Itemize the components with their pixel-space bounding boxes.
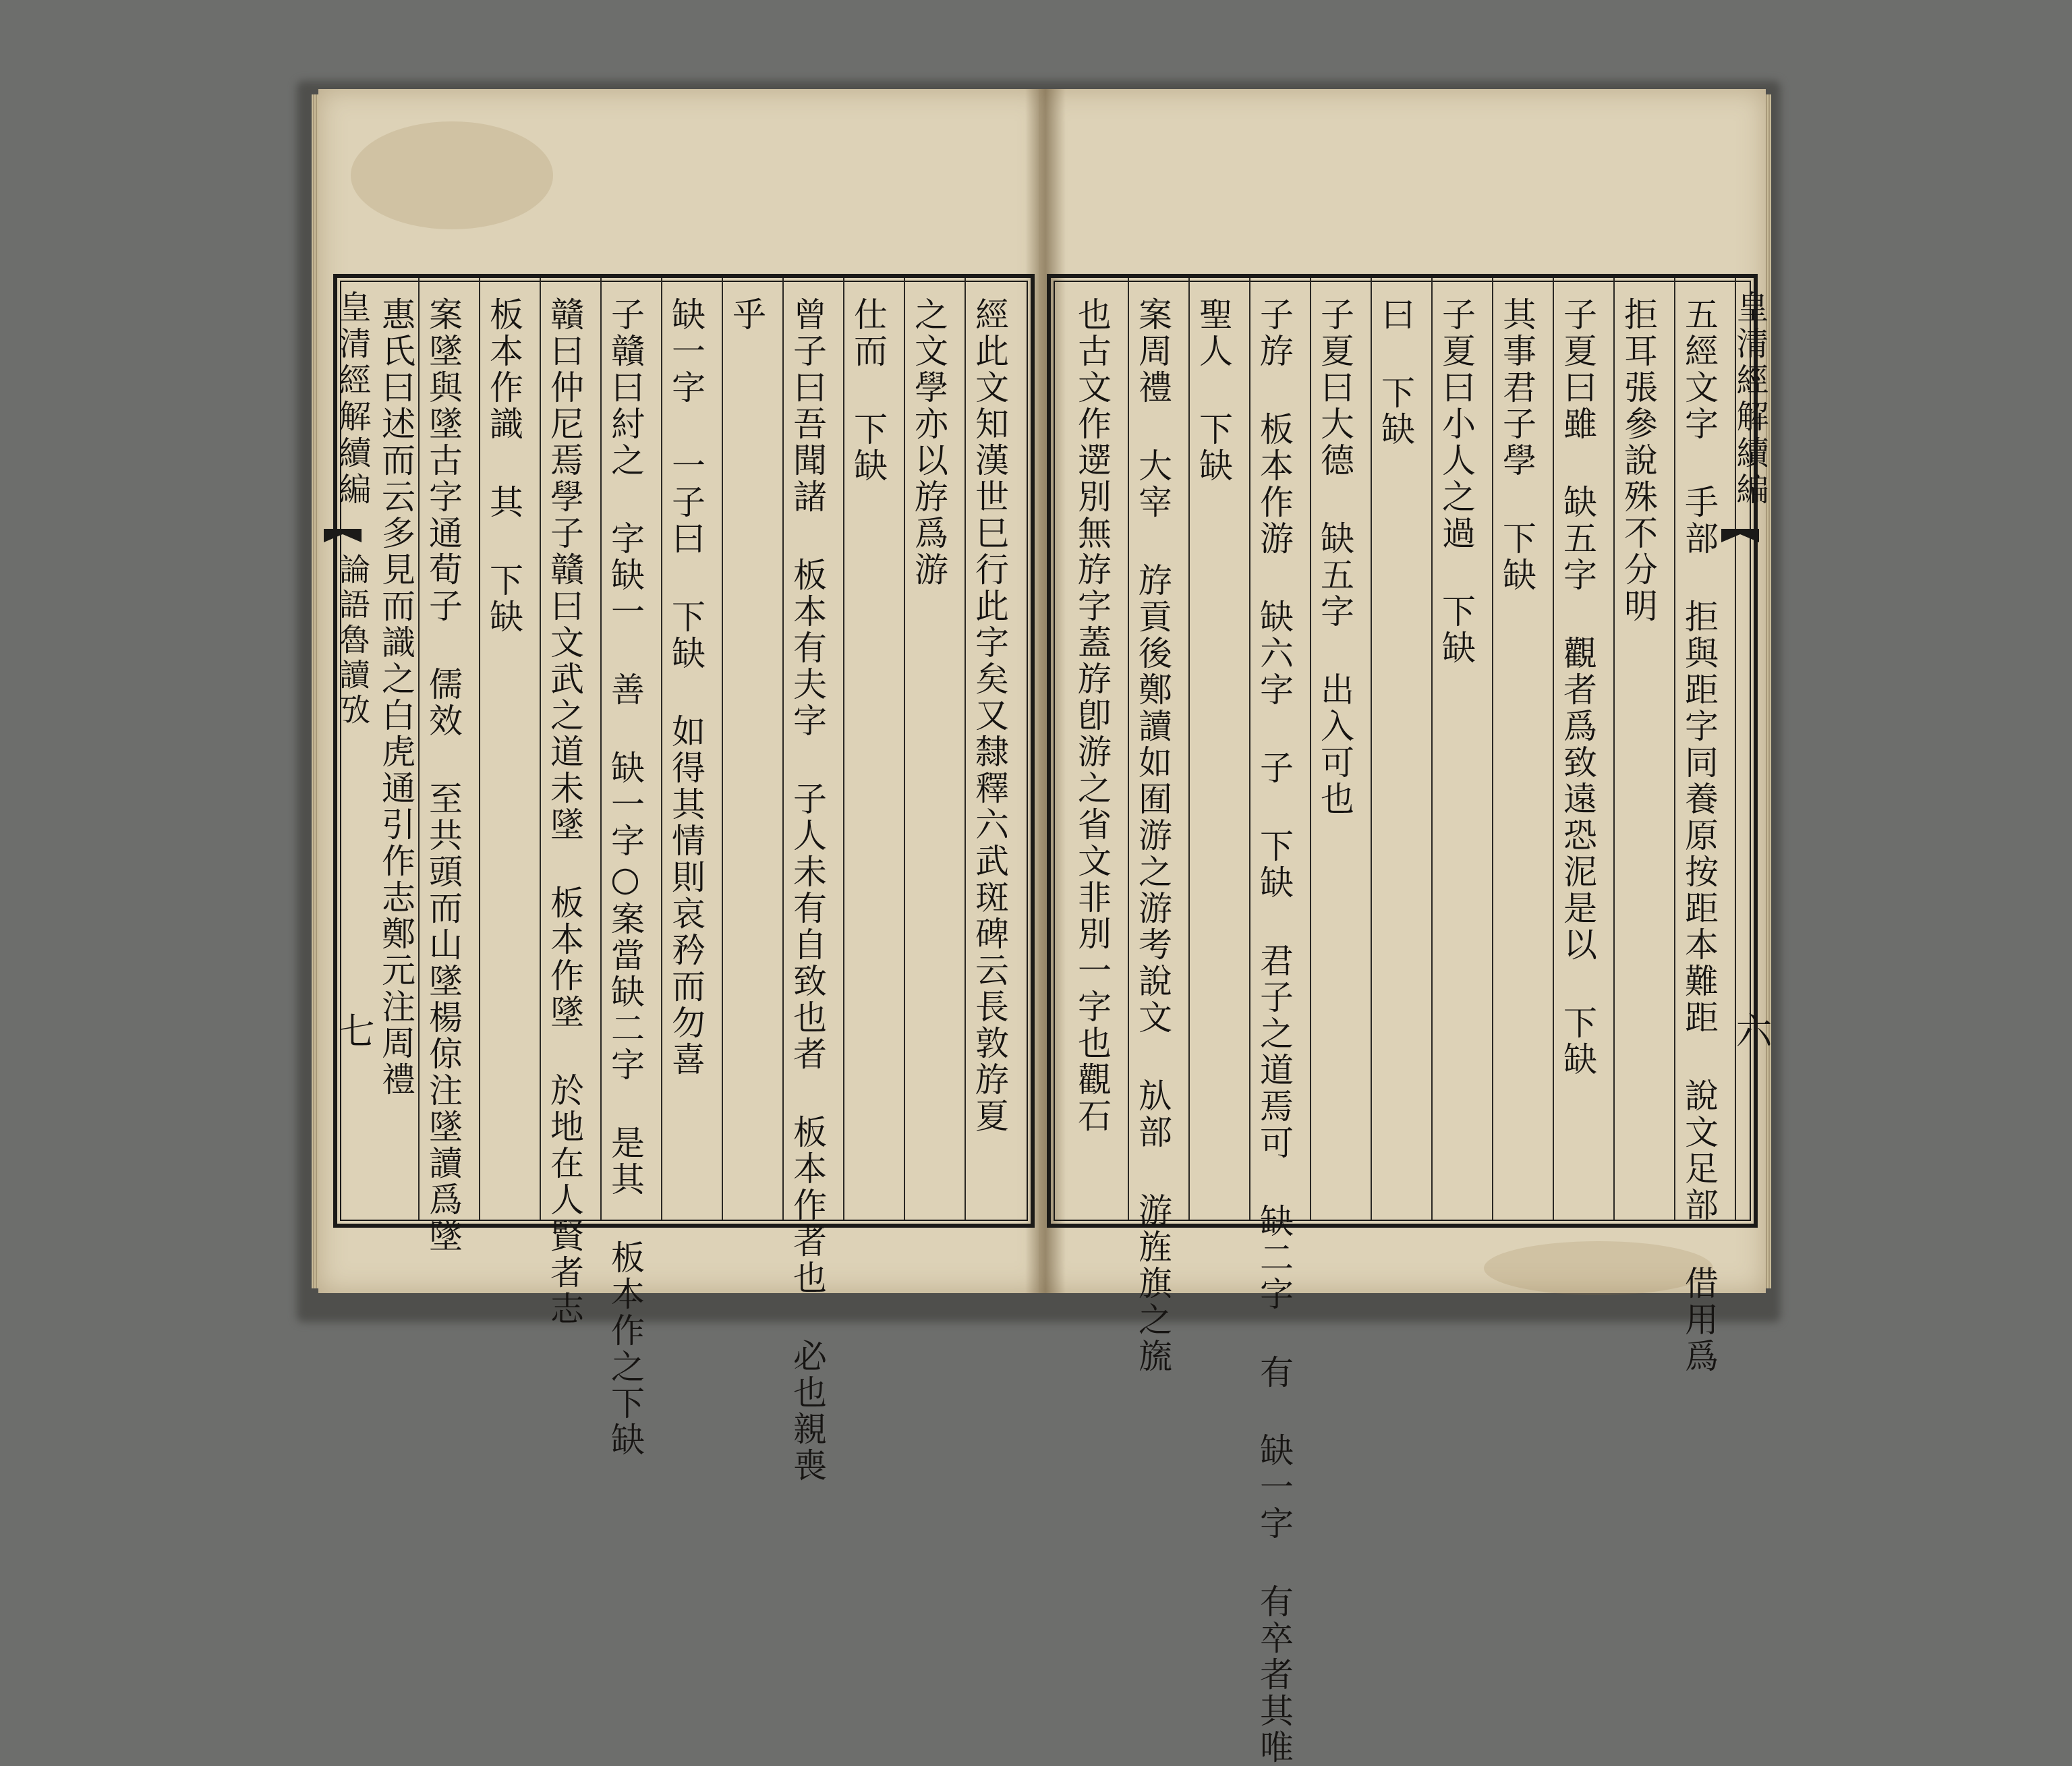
column-rule xyxy=(1310,278,1311,1220)
column-rule xyxy=(722,278,723,1220)
left-column-9: 板本作識 其 下缺 xyxy=(484,297,523,635)
left-column-2: 之文學亦以斿爲游 xyxy=(909,297,948,588)
paper-stain xyxy=(351,121,553,229)
right-column-1: 五經文字 手部 拒與距字同養原按距本難距 說文足部 借用爲 xyxy=(1679,297,1719,1375)
right-fold-title: 皇清經解續編 xyxy=(1731,290,1768,509)
right-column-5: 子夏曰小人之過 下缺 xyxy=(1437,297,1476,666)
left-column-11: 惠氏曰述而云多見而識之白虎通引作志鄭元注周禮 xyxy=(376,297,415,1098)
left-column-8: 贛曰仲尼焉學子贛曰文武之道未墜 板本作墜 於地在人賢者志 xyxy=(545,297,584,1328)
right-column-3: 子夏曰雖 缺五字 觀者爲致遠恐泥是以 下缺 xyxy=(1558,297,1597,1078)
right-column-10: 案周禮 大宰 斿貢後鄭讀如囿游之游考說文 㫃部 游旌旗之旒 xyxy=(1133,297,1172,1375)
left-column-6: 缺一字 一子曰 下缺 如得其情則哀矜而勿喜 xyxy=(666,297,706,1078)
left-column-1: 經此文知漢世巳行此字矣又隸釋六武斑碑云長敦斿夏 xyxy=(970,297,1009,1135)
right-column-4: 其事君子學 下缺 xyxy=(1497,297,1536,594)
column-rule xyxy=(540,278,541,1220)
left-fold-title: 皇清經解續編 xyxy=(333,290,371,509)
column-rule xyxy=(479,278,480,1220)
column-rule xyxy=(418,278,420,1220)
column-rule xyxy=(1492,278,1493,1220)
column-rule xyxy=(1128,278,1129,1220)
left-column-10: 案墜與墜古字通荀子 儒效 至共頭而山墜楊倞注墜讀爲墜 xyxy=(424,297,463,1255)
column-rule xyxy=(904,278,905,1220)
left-column-3: 仕而 下缺 xyxy=(848,297,888,484)
column-rule xyxy=(1613,278,1615,1220)
column-rule xyxy=(1674,278,1675,1220)
column-rule xyxy=(1431,278,1433,1220)
left-fold-subtitle: 論語魯讀攷 xyxy=(335,553,371,729)
column-rule xyxy=(782,278,784,1220)
column-rule xyxy=(1371,278,1372,1220)
right-column-7: 子夏曰大德 缺五字 出入可也 xyxy=(1315,297,1354,818)
column-rule xyxy=(1188,278,1190,1220)
column-rule xyxy=(1553,278,1554,1220)
right-column-9: 聖人 下缺 xyxy=(1194,297,1233,484)
right-column-6: 曰 下缺 xyxy=(1376,297,1415,448)
right-column-8: 子斿 板本作游 缺六字 子 下缺 君子之道焉可 缺二字 有 缺一字 有卒者其唯 xyxy=(1255,297,1294,1766)
right-column-11: 也古文作遻別無斿字蓋斿卽游之省文非別一字也觀石 xyxy=(1072,297,1112,1135)
column-rule xyxy=(965,278,966,1220)
column-rule xyxy=(843,278,844,1220)
left-page-number: 七 xyxy=(333,1012,375,1048)
column-rule xyxy=(1249,278,1250,1220)
right-column-2: 拒耳張參說殊不分明 xyxy=(1619,297,1658,625)
right-page-number: 六 xyxy=(1730,1012,1773,1048)
left-column-7: 子贛曰紂之 字缺一 善 缺一字○案當缺二字 是其 板本作之下缺 xyxy=(606,297,645,1458)
column-rule xyxy=(661,278,662,1220)
column-rule xyxy=(600,278,602,1220)
left-column-4: 曾子曰吾聞諸 板本有夫字 子人未有自致也者 板本作者也 必也親喪 xyxy=(788,297,827,1484)
left-column-5: 乎 xyxy=(727,297,766,333)
